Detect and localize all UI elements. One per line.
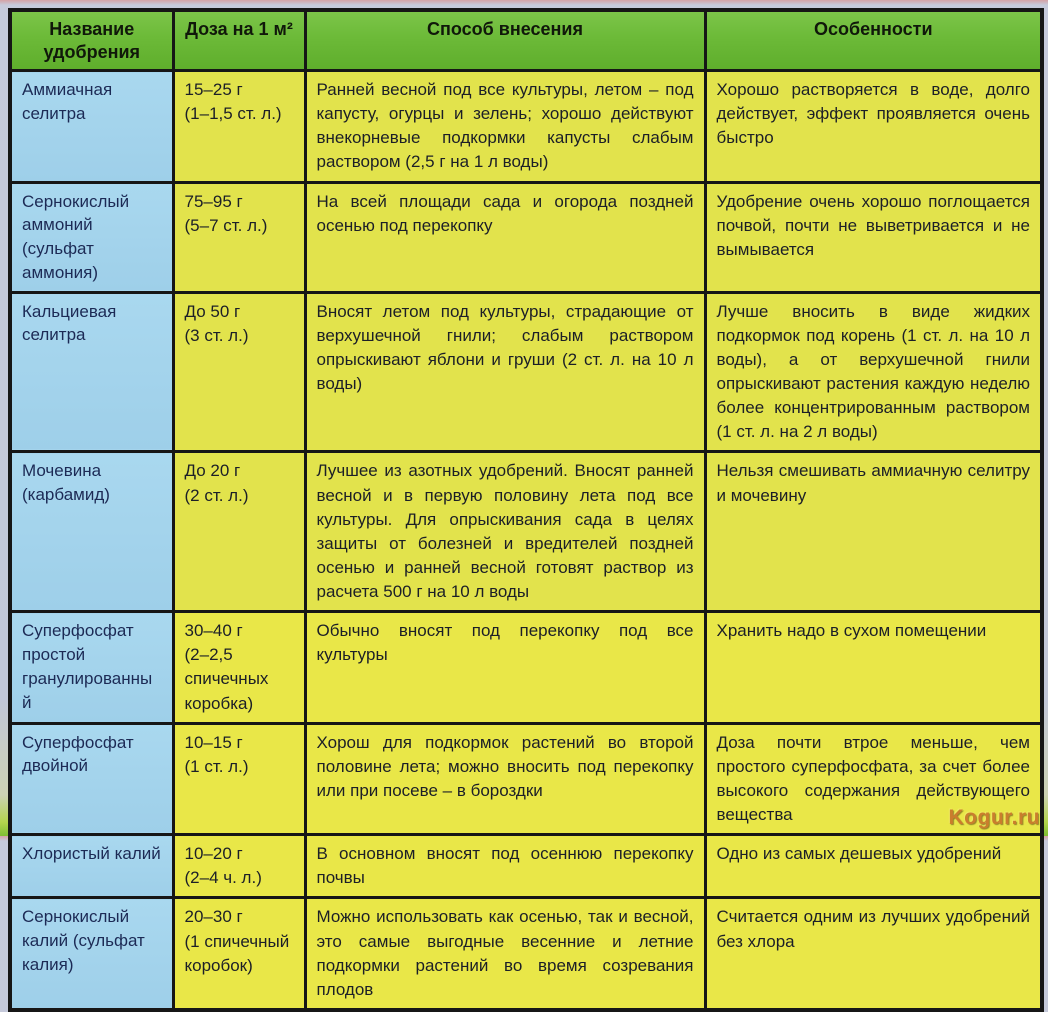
cell-dose — [173, 723, 305, 835]
column-header-dose: Доза на 1 м² — [173, 10, 305, 71]
cell-fertilizer-name: Аммиачная селитра — [10, 71, 173, 183]
dose-amount: 10–15 г — [184, 732, 243, 752]
table-row — [10, 71, 1042, 183]
cell-features: Хранить надо в сухом помещении — [705, 612, 1042, 724]
cell-features: Удобрение очень хорошо поглощается почвой, почти не выветривается и не вымывается — [705, 182, 1042, 292]
table-row — [10, 182, 1042, 292]
table-row — [10, 835, 1042, 898]
cell-fertilizer-name: Кальциевая селитра — [10, 292, 173, 452]
cell-fertilizer-name: Сернокислый калий (сульфат калия) — [10, 898, 173, 1010]
cell-features: Лучше вносить в виде жидких подкормок под корень (1 ст. л. на 10 л воды), а от верхушечной гнили опрыскивают растения каждую неделю более концентрированным раствором (1 ст. л. на 2 л воды) — [705, 292, 1042, 452]
dose-note: (2–4 ч. л.) — [184, 868, 262, 888]
table-row — [10, 612, 1042, 724]
cell-dose — [173, 835, 305, 898]
cell-dose — [173, 612, 305, 724]
cell-features: Нельзя смешивать аммиачную селитру и мочевину — [705, 452, 1042, 612]
table-row — [10, 452, 1042, 612]
table-row — [10, 898, 1042, 1010]
cell-dose — [173, 182, 305, 292]
column-header-features: Особенности — [705, 10, 1042, 71]
dose-note: (1 ст. л.) — [184, 756, 249, 776]
cell-dose — [173, 71, 305, 183]
fertilizer-table — [8, 8, 1044, 1012]
dose-note: (5–7 ст. л.) — [184, 215, 268, 235]
cell-dose — [173, 452, 305, 612]
dose-note: (1 спичечный коробок) — [184, 931, 290, 975]
dose-amount: До 20 г — [184, 461, 241, 481]
cell-application-method: Хорош для подкормок растений во второй половине лета; можно вносить под перекопку или при посеве – в бороздки — [305, 723, 705, 835]
cell-dose — [173, 292, 305, 452]
dose-amount: 15–25 г — [184, 80, 243, 99]
dose-amount: 30–40 г — [184, 621, 243, 641]
cell-features: Доза почти втрое меньше, чем простого суперфосфата, за счет более высокого содержания действующего вещества — [705, 723, 1042, 835]
cell-fertilizer-name: Мочевина (карбамид) — [10, 452, 173, 612]
cell-fertilizer-name: Суперфосфат простой гранулированный — [10, 612, 173, 724]
table-row — [10, 292, 1042, 452]
cell-fertilizer-name: Хлористый калий — [10, 835, 173, 898]
dose-amount: До 50 г — [184, 301, 241, 321]
header-row — [10, 10, 1042, 71]
cell-fertilizer-name: Суперфосфат двойной — [10, 723, 173, 835]
cell-features: Одно из самых дешевых удобрений — [705, 835, 1042, 898]
table-frame — [8, 8, 1040, 999]
dose-amount: 10–20 г — [184, 844, 243, 864]
column-header-method: Способ внесения — [305, 10, 705, 71]
cell-application-method: На всей площади сада и огорода поздней осенью под перекопку — [305, 182, 705, 292]
cell-features: Считается одним из лучших удобрений без хлора — [705, 898, 1042, 1010]
cell-application-method: В основном вносят под осеннюю перекопку почвы — [305, 835, 705, 898]
cell-application-method: Вносят летом под культуры, страдающие от верхушечной гнили; слабым раствором опрыскивают яблони и груши (2 ст. л. на 10 л воды) — [305, 292, 705, 452]
table-row — [10, 723, 1042, 835]
column-header-name: Название удобрения — [10, 10, 173, 71]
cell-application-method: Обычно вносят под перекопку под все культуры — [305, 612, 705, 724]
cell-dose — [173, 898, 305, 1010]
cell-application-method: Лучшее из азотных удобрений. Вносят ранней весной и в первую половину лета под все культуры. Для опрыскивания сада в целях защиты от болезней и вредителей поздней осенью и ранней весной готовят раствор из расчета 500 г на 10 л воды — [305, 452, 705, 612]
dose-amount: 75–95 г — [184, 191, 243, 211]
dose-note: (1–1,5 ст. л.) — [184, 104, 282, 124]
dose-note: (2 ст. л.) — [184, 485, 249, 505]
cell-features: Хорошо растворяется в воде, долго действует, эффект проявляется очень быстро — [705, 71, 1042, 183]
dose-note: (3 ст. л.) — [184, 325, 249, 345]
cell-application-method: Ранней весной под все культуры, летом – под капусту, огурцы и зелень; хорошо действуют внекорневые подкормки капусты слабым раствором (2,5 г на 1 л воды) — [305, 71, 705, 183]
cell-application-method: Можно использовать как осенью, так и весной, это самые выгодные весенние и летние подкормки растений во время созревания плодов — [305, 898, 705, 1010]
cell-fertilizer-name: Сернокислый аммоний (сульфат аммония) — [10, 182, 173, 292]
watermark: Kogur.ru — [948, 806, 1040, 829]
dose-note: (2–2,5 спичечных коробка) — [184, 645, 269, 713]
dose-amount: 20–30 г — [184, 907, 243, 927]
